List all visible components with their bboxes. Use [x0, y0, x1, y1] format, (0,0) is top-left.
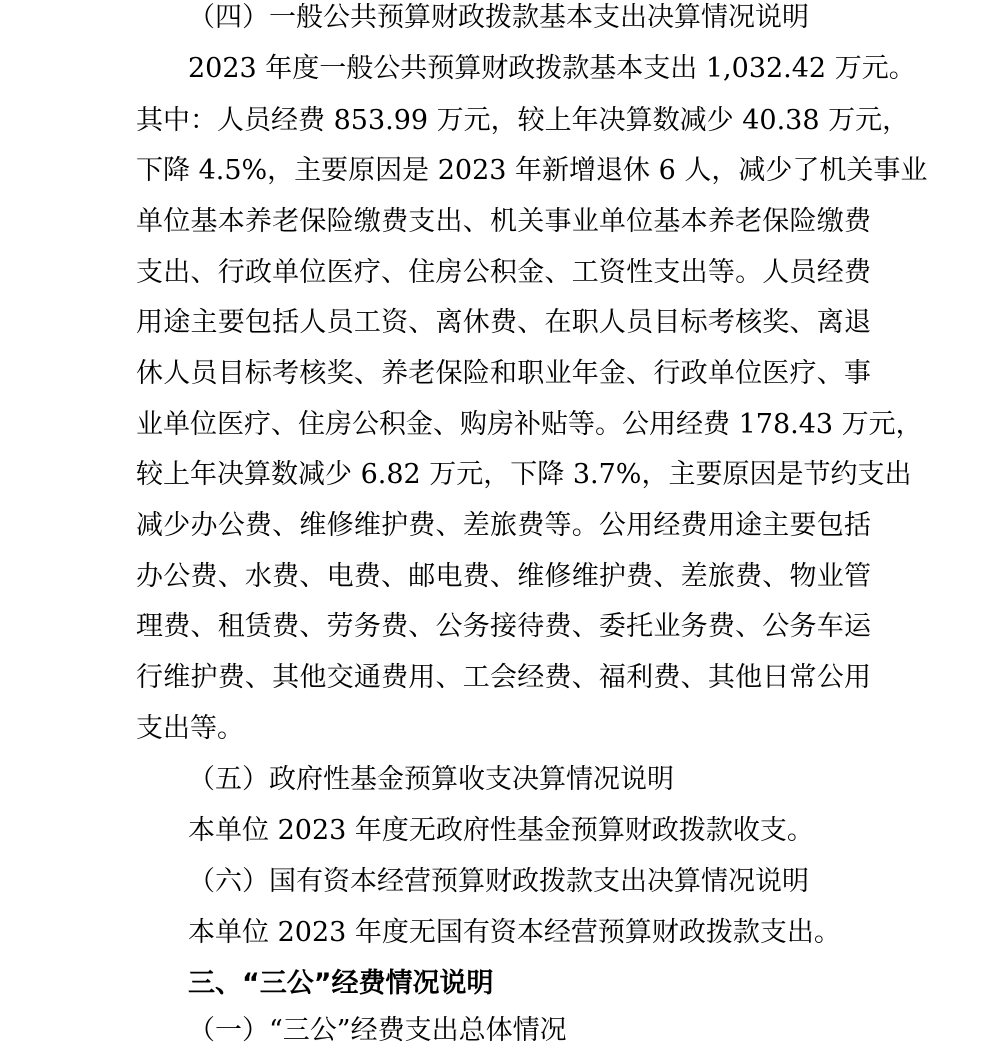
paragraph-line-11: 办公费、水费、电费、邮电费、维修维护费、差旅费、物业管 [136, 561, 871, 592]
section-6-heading: （六）国有资本经营预算财政拨款支出决算情况说明 [188, 866, 809, 897]
paragraph-line-14: 支出等。 [136, 713, 244, 744]
paragraph-line-6: 用途主要包括人员工资、离休费、在职人员目标考核奖、离退 [136, 307, 871, 338]
paragraph-line-4: 单位基本养老保险缴费支出、机关事业单位基本养老保险缴费 [136, 206, 871, 237]
paragraph-line-3: 下降 4.5%，主要原因是 2023 年新增退休 6 人，减少了机关事业 [136, 155, 928, 186]
paragraph-line-8: 业单位医疗、住房公积金、购房补贴等。公用经费 178.43 万元， [136, 409, 923, 440]
paragraph-line-7: 休人员目标考核奖、养老保险和职业年金、行政单位医疗、事 [136, 358, 871, 389]
paragraph-line-10: 减少办公费、维修维护费、差旅费等。公用经费用途主要包括 [136, 510, 871, 541]
paragraph-line-2: 其中：人员经费 853.99 万元，较上年决算数减少 40.38 万元， [136, 105, 910, 136]
section-5-heading: （五）政府性基金预算收支决算情况说明 [188, 764, 674, 795]
part-3-heading: 三、“三公”经费情况说明 [188, 968, 494, 999]
paragraph-line-9: 较上年决算数减少 6.82 万元，下降 3.7%，主要原因是节约支出 [136, 459, 912, 490]
section-4-heading: （四）一般公共预算财政拨款基本支出决算情况说明 [188, 2, 809, 33]
section-6-text: 本单位 2023 年度无国有资本经营预算财政拨款支出。 [188, 917, 841, 948]
paragraph-line-1: 2023 年度一般公共预算财政拨款基本支出 1,032.42 万元。 [188, 53, 916, 84]
part-3-sub-1-heading: （一）“三公”经费支出总体情况 [188, 1015, 567, 1046]
paragraph-line-5: 支出、行政单位医疗、住房公积金、工资性支出等。人员经费 [136, 257, 871, 288]
section-5-text: 本单位 2023 年度无政府性基金预算财政拨款收支。 [188, 815, 814, 846]
paragraph-line-12: 理费、租赁费、劳务费、公务接待费、委托业务费、公务车运 [136, 611, 871, 642]
paragraph-line-13: 行维护费、其他交通费用、工会经费、福利费、其他日常公用 [136, 662, 871, 693]
